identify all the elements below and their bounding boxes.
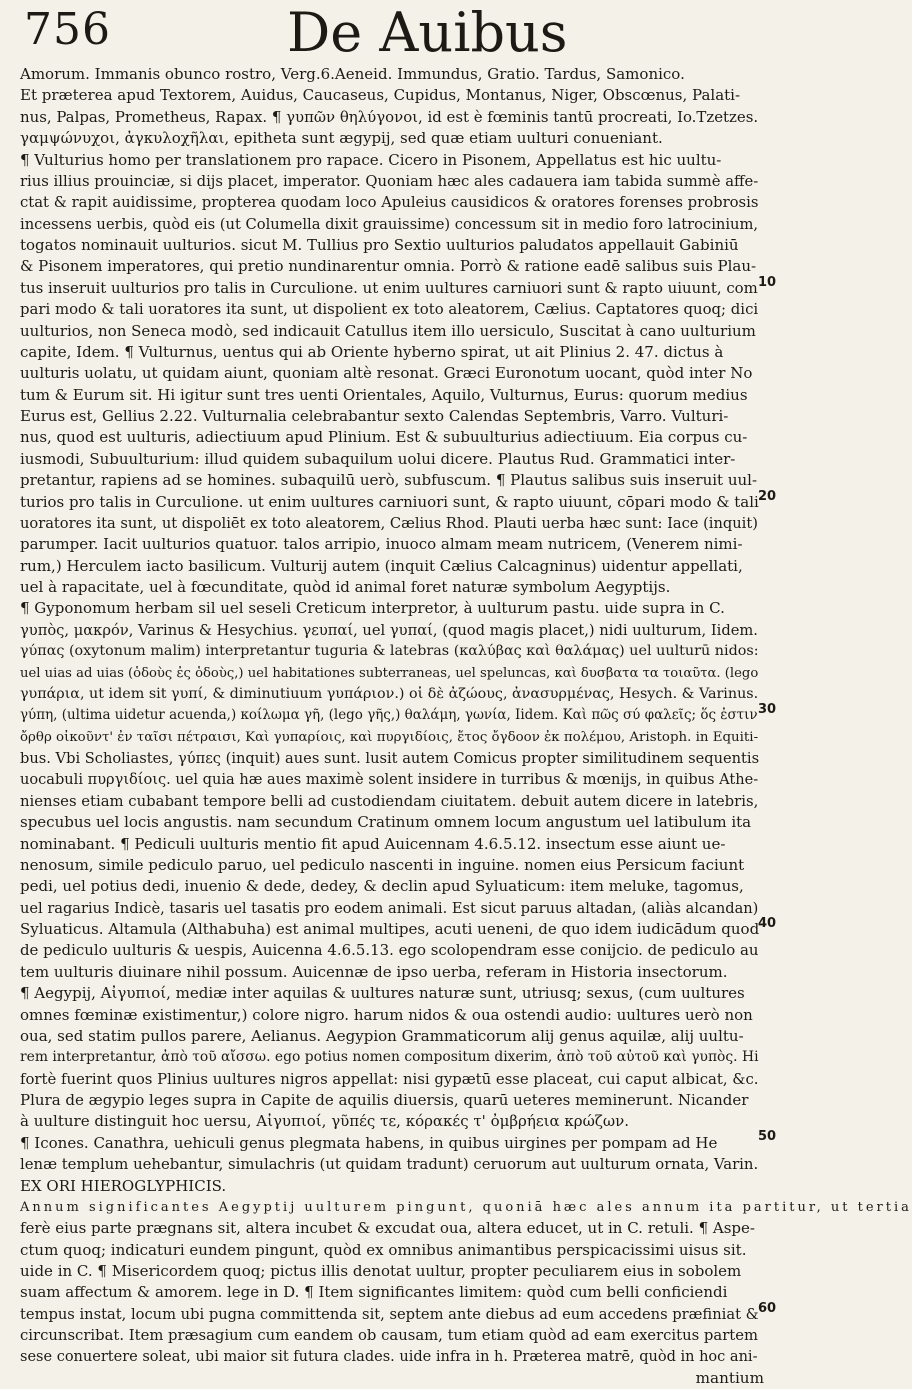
text-line: nenosum, simile pediculo paruo, uel pediculo nascenti in inguine. nomen eius Persicum faciunt (20, 855, 745, 874)
text-line: nominabant. ¶ Pediculi uulturis mentio fit apud Auicennam 4.6.5.12. insectum esse aiunt ue- (20, 834, 726, 853)
text-line: tum & Eurum sit. Hi igitur sunt tres uenti Orientales, Aquilo, Vulturnus, Eurus: quorum medius (20, 385, 748, 404)
text-line: ¶ Gyponomum herbam sil uel seseli Creticum interpretor, à uulturum pastu. uide supra in C. (20, 599, 725, 618)
text-line: omnes fœminæ existimentur,) colore nigro. harum nidos & oua ostendi audio: uultures uerò non (20, 1005, 753, 1024)
text-line: iusmodi, Subuulturium: illud quidem subaquilum uolui dicere. Plautus Rud. Grammatici inter- (20, 449, 736, 468)
text-line: pedi, uel potius dedi, inuenio & dede, dedey, & declin apud Syluaticum: item meluke, tagomus, (20, 877, 744, 896)
text-line: γαμψώνυχοι, ἀγκυλοχῆλαι, epitheta sunt ægypij, sed quæ etiam uulturi conueniant. (20, 129, 663, 148)
text-line: turios pro talis in Curculione. ut enim uultures carniuori sunt, & rapto uiuunt, cōpari modo & tali (20, 492, 759, 511)
text-line: ferè eius parte prægnans sit, altera incubet & excudat oua, altera educet, ut in C. retuli. ¶ Aspe- (20, 1219, 755, 1238)
text-line: γύπη, (ultima uidetur acuenda,) κοίλωμα γῆ, (lego γῆς,) θαλάμη, γωνία, Iidem. Καὶ πῶς σύ φαλεῖς; ὅς ἐστιν (20, 707, 758, 724)
margin-number: 60 (758, 1301, 777, 1316)
text-line: Eurus est, Gellius 2.22. Vulturnalia celebrabantur sexto Calendas Septembris, Varro. Vulturi- (20, 407, 729, 425)
text-line: Amorum. Immanis obunco rostro, Verg.6.Aeneid. Immundus, Gratio. Tardus, Samonico. (20, 65, 685, 83)
text-line: tem uulturis diuinare nihil possum. Auicennæ de ipso uerba, referam in Historia insectorum. (20, 962, 728, 981)
text-line: & Pisonem imperatores, qui pretio nundinarentur omnia. Porrò & ratione eadē salibus suis Plau- (20, 257, 757, 276)
text-body (20, 64, 912, 1389)
text-line: ὄρθρ οἰκοῦντ' ἐν ταῖσι πέτραισι, Καὶ γυπαρίοις, καὶ πυργιδίοις, ἔτος ὄγδοον ἐκ πολέμου, Aristoph. in Equiti- (20, 729, 759, 745)
text-line: uoratores ita sunt, ut dispoliēt ex toto aleatorem, Cælius Rhod. Plauti uerba hæc sunt: Iace (inquit) (20, 514, 758, 532)
text-line: uulturios, non Seneca modò, sed indicauit Catullus item illo uersiculo, Suscitat à cano uulturium (20, 321, 756, 340)
text-line: Plura de ægypio leges supra in Capite de aquilis diuersis, quarū ueteres meminerunt. Nicander (20, 1091, 749, 1109)
text-line: uulturis uolatu, ut quidam aiunt, quoniam altè resonat. Græci Euronotum uocant, quòd inter No (20, 364, 753, 383)
page-number: 756 (24, 4, 111, 55)
text-line: capite, Idem. ¶ Vulturnus, uentus qui ab Oriente hyberno spirat, ut ait Plinius 2. 47. dictus à (20, 342, 724, 361)
text-line: ¶ Vulturius homo per translationem pro rapace. Cicero in Pisonem, Appellatus est hic uultu- (20, 150, 722, 169)
text-line: rum,) Herculem iacto basilicum. Vulturij autem (inquit Cælius Calcagninus) uidentur appellati, (20, 556, 743, 575)
text-line: Syluaticus. Altamula (Althabuha) est animal multipes, acuti ueneni, de quo idem iudicādum quod (20, 920, 760, 938)
text-line: mantium (695, 1368, 764, 1387)
text-line: ¶ Aegypij, Αἰγυπιοί, mediæ inter aquilas & uultures naturæ sunt, utriusq; sexus, (cum uultures (20, 984, 745, 1003)
text-line: parumper. Iacit uulturios quatuor. talos arripio, inuoco almam meam nutricem, (Venerem nimi- (20, 535, 743, 554)
margin-number: 40 (758, 916, 777, 931)
text-line: bus. Vbi Scholiastes, γύπες (inquit) aues sunt. lusit autem Comicus propter similitudinem sequentis (20, 750, 760, 767)
text-line: à uulture distinguit hoc uersu, Αἰγυπιοί, γῦπές τε, κόρακές τ' ὀμβρήεια κρώζων. (20, 1112, 630, 1131)
margin-number: 10 (758, 275, 777, 290)
text-line: de pediculo uulturis & uespis, Auicenna 4.6.5.13. ego scolopendram esse conijcio. de pediculo au (20, 941, 759, 960)
text-line: oua, sed statim pullos parere, Aelianus. Aegypion Grammaticorum alij genus aquilæ, alij uultu- (20, 1026, 744, 1045)
text-line: suam affectum & amorem. lege in D. ¶ Item significantes limitem: quòd cum belli conficiendi (20, 1283, 728, 1302)
text-line: uel ragarius Indicè, tasaris uel tasatis pro eodem animali. Est sicut paruus altadan, (aliàs alcandan) (20, 899, 759, 917)
text-line: uide in C. ¶ Misericordem quoq; pictus illis denotat uultur, propter peculiarem eius in sobolem (20, 1262, 742, 1280)
text-line: circunscribat. Item præsagium cum eandem ob causam, tum etiam quòd ad eam exercitus partem (20, 1327, 759, 1345)
text-line: ctum quoq; indicaturi eundem pingunt, quòd ex omnibus animantibus perspicacissimi uisus sit. (20, 1240, 747, 1259)
text-line: pretantur, rapiens ad se homines. subaquilū uerò, subfuscum. ¶ Plautus salibus suis inseruit uul- (20, 471, 758, 490)
text-line: EX ORI HIEROGLYPHICIS. (20, 1176, 227, 1195)
text-line: sese conuertere soleat, ubi maior sit futura clades. uide infra in h. Præterea matrē, quòd in hoc ani- (20, 1348, 758, 1365)
margin-number: 50 (758, 1129, 777, 1144)
text-line: togatos nominauit uulturios. sicut M. Tullius pro Sextio uulturios paludatos appellauit Gabiniū (20, 236, 739, 254)
text-line: nienses etiam cubabant tempore belli ad custodiendam ciuitatem. debuit autem dicere in latebris, (20, 792, 759, 810)
text-line: tempus instat, locum ubi pugna committenda sit, septem ante diebus ad eum accedens præfiniat & (20, 1305, 759, 1323)
section-heading: Annum significantes Aegyptij uulturem pingunt, quoniā hæc ales annum ita partitur, ut tertia (20, 1199, 912, 1215)
text-line: Et præterea apud Textorem, Auidus, Caucaseus, Cupidus, Montanus, Niger, Obscœnus, Palati- (20, 86, 741, 105)
text-line: γυπὸς, μακρόν, Varinus & Hesychius. γευπαί, uel γυπαί, (quod magis placet,) nidi uulturum, Iidem. (20, 621, 758, 639)
text-line: pari modo & tali uoratores ita sunt, ut dispolient ex toto aleatorem, Cælius. Captatores quoq; dici (20, 300, 759, 319)
text-line: γυπάρια, ut idem sit γυπί, & diminutiuum γυπάριον.) οἱ δὲ ἀζώους, ἀνασυρμένας, Hesych. & Varinus. (20, 685, 759, 702)
text-line: γύπας (oxytonum malim) interpretantur tuguria & latebras (καλύβας καὶ θαλάμας) uel uulturū nidos: (20, 643, 759, 660)
running-head: De Auibus (287, 1, 568, 64)
text-line: incessens uerbis, quòd eis (ut Columella dixit grauissime) concessum sit in medio foro latrocinium, (20, 215, 759, 233)
text-line: fortè fuerint quos Plinius uultures nigros appellat: nisi gypætū esse placeat, cui caput albicat, &c. (20, 1070, 759, 1088)
text-line: nus, Palpas, Prometheus, Rapax. ¶ γυπῶν θηλύγονοι, id est è fœminis tantū procreati, Io.Tzetzes. (20, 107, 759, 126)
text-line: uel à rapacitate, uel à fœcunditate, quòd id animal foret naturæ symbolum Aegyptijs. (20, 578, 671, 596)
text-line: ctat & rapit auidissime, propterea quodam loco Apuleius causidicos & oratores forenses probrosis (20, 194, 759, 212)
text-line: specubus uel locis angustis. nam secundum Cratinum omnem locum angustum uel latibulum ita (20, 813, 752, 832)
text-line: ¶ Icones. Canathra, uehiculi genus plegmata habens, in quibus uirgines per pompam ad He (20, 1133, 718, 1152)
text-line: lenæ templum uehebantur, simulachris (ut quidam tradunt) ceruorum aut uulturum ornata, Varin. (20, 1156, 759, 1174)
margin-number: 20 (758, 489, 777, 504)
text-line: uel uias ad uias (ὁδοὺς ἐς ὁδοὺς,) uel habitationes subterraneas, uel speluncas, καὶ δυσβατα τα τοιαῦτα. (lego (20, 665, 759, 681)
text-line: tus inseruit uulturios pro talis in Curculione. ut enim uultures carniuori sunt & rapto uiuunt, com (20, 278, 758, 297)
text-line: rius illius prouinciæ, si dijs placet, imperator. Quoniam hæc ales cadauera iam tabida summè affe- (20, 172, 759, 190)
text-line: uocabuli πυργιδίοις. uel quia hæ aues maximè solent insidere in turribus & mœnijs, in quibus Athe- (20, 771, 759, 789)
margin-number: 30 (758, 702, 777, 717)
text-line: nus, quod est uulturis, adiectiuum apud Plinium. Est & subuulturius adiectiuum. Eia corpus cu- (20, 428, 748, 447)
text-line: rem interpretantur, ἀπὸ τοῦ αἴσσω. ego potius nomen compositum dixerim, ἀπὸ τοῦ αὐτοῦ καὶ γυπὸς. Hi (20, 1049, 759, 1066)
